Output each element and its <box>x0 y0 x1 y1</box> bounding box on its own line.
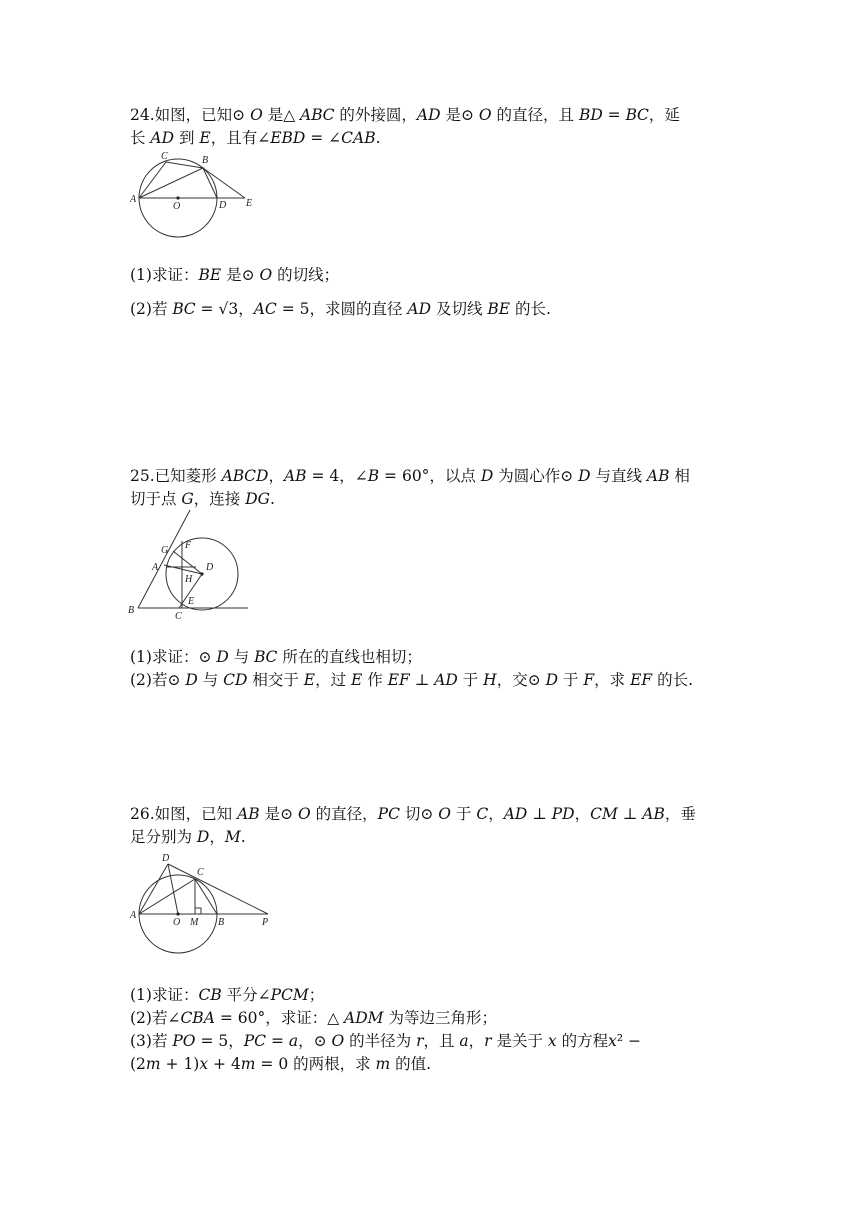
problem-24-line-2: 长 𝐴𝐷 到 𝐸，且有∠𝐸𝐵𝐷 = ∠𝐶𝐴𝐵. <box>130 129 381 147</box>
label-e: E <box>188 596 195 607</box>
problem-24-figure <box>128 150 260 242</box>
problem-25-line-1: 25.已知菱形 𝐴𝐵𝐶𝐷，𝐴𝐵 = 4，∠𝐵 = 60°，以点 𝐷 为圆心作⊙ 𝐷 与直线 𝐴𝐵 相 <box>130 467 690 485</box>
problem-25-figure <box>124 508 254 622</box>
label-o: O <box>173 917 181 928</box>
problem-24-line-1: 24.如图，已知⊙ 𝑂 是△ 𝐴𝐵𝐶 的外接圆，𝐴𝐷 是⊙ 𝑂 的直径，且 𝐵𝐷 = 𝐵𝐶，延 <box>130 106 680 124</box>
label-a: A <box>152 562 159 573</box>
label-p: P <box>262 917 269 928</box>
problem-26-figure <box>128 850 274 954</box>
problem-24-part-2: (2)若 𝐵𝐶 = √3，𝐴𝐶 = 5，求圆的直径 𝐴𝐷 及切线 𝐵𝐸 的长. <box>130 300 551 318</box>
problem-25-part-1: (1)求证：⊙ 𝐷 与 𝐵𝐶 所在的直线也相切； <box>130 648 422 666</box>
label-b: B <box>218 917 225 928</box>
label-g: G <box>161 545 169 556</box>
label-h: H <box>185 574 193 585</box>
tangent-pd <box>168 864 268 914</box>
label-o: O <box>173 201 181 212</box>
label-f: F <box>185 540 192 551</box>
label-b: B <box>202 155 209 166</box>
triangle-abc <box>139 162 203 198</box>
label-c: C <box>175 611 182 622</box>
problem-26-line-2: 足分别为 𝐷，𝑀. <box>130 828 246 846</box>
problem-26-part-3: (3)若 𝑃𝑂 = 5，𝑃𝐶 = 𝑎，⊙ 𝑂 的半径为 𝑟，且 𝑎，𝑟 是关于 𝑥 的方程𝑥² − <box>130 1032 641 1050</box>
problem-26-part-2: (2)若∠𝐶𝐵𝐴 = 60°，求证：△ 𝐴𝐷𝑀 为等边三角形； <box>130 1009 497 1027</box>
label-d: D <box>219 200 227 211</box>
problem-25-part-2: (2)若⊙ 𝐷 与 𝐶𝐷 相交于 𝐸，过 𝐸 作 𝐸𝐹 ⊥ 𝐴𝐷 于 𝐻，交⊙ 𝐷 于 𝐹，求 𝐸𝐹 的长. <box>130 671 693 689</box>
label-m: M <box>190 917 199 928</box>
label-a: A <box>130 194 137 205</box>
label-d: D <box>162 853 170 864</box>
label-c: C <box>197 867 204 878</box>
problem-25-line-2: 切于点 𝐺，连接 𝐷𝐺. <box>130 490 275 508</box>
label-c: C <box>161 151 168 162</box>
label-e: E <box>246 198 253 209</box>
label-d: D <box>206 562 214 573</box>
problem-26-part-1: (1)求证：𝐶𝐵 平分∠𝑃𝐶𝑀； <box>130 986 325 1004</box>
problem-26-part-3-cont: (2𝑚 + 1)𝑥 + 4𝑚 = 0 的两根，求 𝑚 的值. <box>130 1055 432 1073</box>
label-b: B <box>128 605 135 616</box>
problem-24-part-1: (1)求证：𝐵𝐸 是⊙ 𝑂 的切线； <box>130 266 340 284</box>
label-a: A <box>130 910 137 921</box>
problem-26-line-1: 26.如图，已知 𝐴𝐵 是⊙ 𝑂 的直径，𝑃𝐶 切⊙ 𝑂 于 𝐶，𝐴𝐷 ⊥ 𝑃𝐷，𝐶𝑀 ⊥ 𝐴𝐵，垂 <box>130 805 696 823</box>
